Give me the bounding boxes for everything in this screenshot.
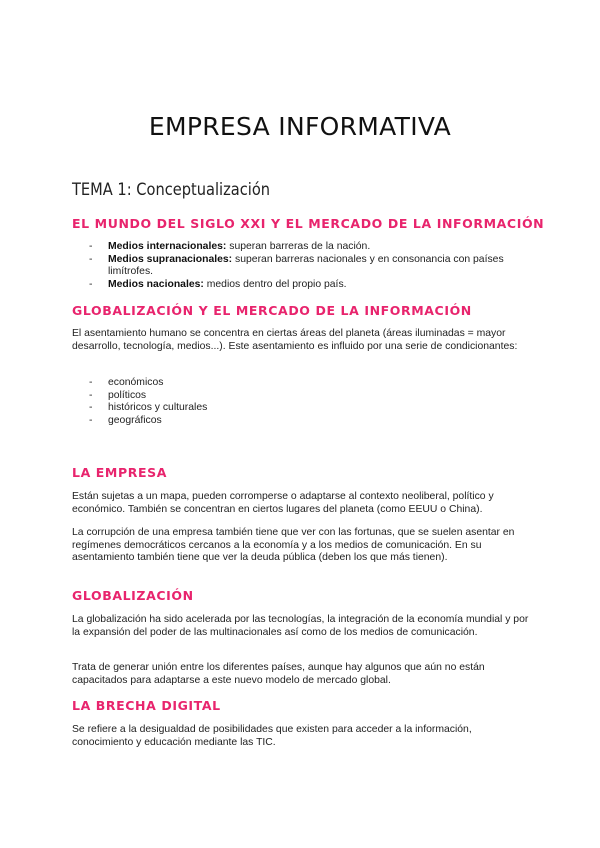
definition: superan barreras de la nación.	[226, 241, 371, 252]
term: Medios nacionales:	[108, 278, 204, 290]
list-item: - económicos	[72, 377, 532, 390]
topic-title: TEMA 1: Conceptualización	[72, 180, 271, 200]
definition: medios dentro del propio país.	[203, 278, 347, 290]
document-title: EMPRESA INFORMATIVA	[148, 112, 452, 141]
paragraph: La corrupción de una empresa también tiene que ver con las fortunas, que se suelen asentar en regímenes democráticos cercanos a la economía y a los medios de comunicación. En su asentamiento también tiene que ver la deuda pública (deben los que más tienen).	[72, 527, 515, 564]
media-types-list	[72, 241, 532, 291]
paragraph: Trata de generar unión entre los diferentes países, aunque hay algunos que aún no están capacitados para adaptarse a este nuevo modelo de mercado global.	[72, 662, 485, 686]
term: Medios internacionales:	[108, 241, 227, 252]
list-item	[72, 279, 532, 292]
paragraph: La globalización ha sido acelerada por las tecnologías, la integración de la economía mundial y por la expansión del poder de las multinacionales así como de los medios de comunicación.	[72, 614, 529, 638]
section-heading-mundo: EL MUNDO DEL SIGLO XXI Y EL MERCADO DE LA INFORMACIÓN	[72, 216, 545, 231]
definition: superan barreras nacionales y en consonancia con países limítrofes.	[108, 253, 504, 278]
list-item: - geográficos	[72, 415, 532, 428]
list-item: - históricos y culturales	[72, 402, 532, 415]
list-item	[72, 254, 532, 279]
section-heading-empresa: LA EMPRESA	[72, 465, 167, 480]
paragraph: Se refiere a la desigualdad de posibilidades que existen para acceder a la información, conocimiento y educación mediante las TIC.	[72, 724, 472, 748]
list-item: - políticos	[72, 390, 532, 403]
section-heading-brecha-digital: LA BRECHA DIGITAL	[72, 698, 221, 713]
section-heading-globalizacion: GLOBALIZACIÓN	[72, 588, 194, 603]
list-item	[72, 241, 532, 254]
term: Medios supranacionales:	[108, 253, 233, 265]
conditioning-factors-list	[72, 377, 532, 427]
section-heading-globalizacion-mercado: GLOBALIZACIÓN Y EL MERCADO DE LA INFORMACIÓN	[72, 303, 472, 318]
paragraph: El asentamiento humano se concentra en ciertas áreas del planeta (áreas iluminadas = mayor desarrollo, tecnología, medios...). Este asentamiento es influido por una serie de condicionantes:	[72, 328, 518, 352]
paragraph: Están sujetas a un mapa, pueden corromperse o adaptarse al contexto neoliberal, político y económico. También se concentran en ciertos lugares del planeta (como EEUU o China).	[72, 491, 494, 515]
